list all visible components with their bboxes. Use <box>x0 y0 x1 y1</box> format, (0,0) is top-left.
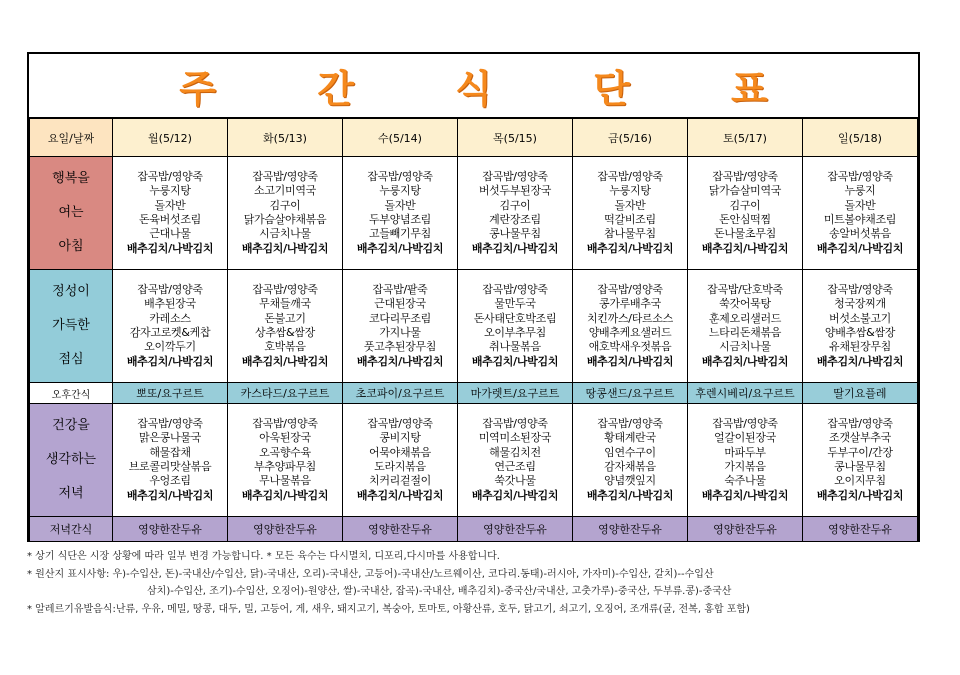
menu-item: 김구이 <box>499 198 531 212</box>
menu-cell <box>228 270 343 383</box>
menu-item: 쑥갓나물 <box>494 474 536 488</box>
day-header <box>803 119 918 157</box>
menu-cell <box>573 157 688 270</box>
menu-item: 오이부추무침 <box>484 326 546 339</box>
menu-item: 브로콜리맛살볶음 <box>128 460 212 473</box>
menu-item: 취나물볶음 <box>489 340 541 354</box>
menu-item: 배추김치/나박김치 <box>126 241 214 255</box>
menu-item: 소고기미역국 <box>254 184 316 198</box>
menu-item: 유채된장무침 <box>829 340 891 354</box>
menu-item: 무채들깨국 <box>259 297 311 311</box>
menu-item: 미트볼야채조림 <box>823 213 897 226</box>
menu-item: 송알버섯볶음 <box>829 227 891 241</box>
menu-cell <box>228 157 343 270</box>
snack-cell <box>688 383 803 404</box>
menu-item: 상추쌈&쌈장 <box>255 326 315 339</box>
menu-cell <box>688 157 803 270</box>
menu-item: 배추김치/나박김치 <box>241 488 329 502</box>
day-label: 수(5/14) <box>378 131 422 145</box>
snack-cell <box>803 383 918 404</box>
day-label: 토(5/17) <box>723 131 767 145</box>
menu-item: 감자고로켓&케찹 <box>129 326 211 339</box>
day-header <box>343 119 458 157</box>
menu-item: 떡갈비조림 <box>604 213 656 226</box>
menu-cell <box>803 157 918 270</box>
menu-table <box>29 118 918 542</box>
afternoon-snack-label <box>30 383 113 404</box>
snack-cell <box>458 383 573 404</box>
menu-item: 조갯살부추국 <box>829 431 891 445</box>
note-line: * 알레르기유발음식:난류, 우유, 메밀, 땅콩, 대두, 밀, 고등어, 게, 새우, 돼지고기, 복숭아, 토마토, 아황산류, 호두, 닭고기, 쇠고기, 오징어, 조개류(굴, 전복, 홍합 포함) <box>27 603 750 615</box>
menu-item: 잡곡밥/영양죽 <box>712 416 778 430</box>
menu-item: 잡곡밥/영양죽 <box>137 169 203 183</box>
day-label: 일(5/18) <box>838 131 882 145</box>
menu-item: 잡곡밥/영양죽 <box>827 416 893 430</box>
menu-item: 배추된장국 <box>144 297 196 311</box>
menu-item: 배추김치/나박김치 <box>701 354 789 368</box>
menu-item: 배추김치/나박김치 <box>356 488 444 502</box>
snack-item: 영양한잔두유 <box>598 523 662 536</box>
menu-cell <box>573 404 688 517</box>
menu-item: 느타리돈채볶음 <box>708 326 782 339</box>
snack-item: 영양한잔두유 <box>138 523 202 536</box>
menu-item: 누룽지탕 <box>379 184 421 198</box>
menu-item: 청국장찌개 <box>834 297 886 311</box>
menu-item: 연근조림 <box>494 460 536 473</box>
header-corner <box>30 119 113 157</box>
menu-item: 버섯두부된장국 <box>478 184 552 198</box>
snack-cell <box>343 383 458 404</box>
menu-item: 배추김치/나박김치 <box>586 488 674 502</box>
snack-item: 영양한잔두유 <box>713 523 777 536</box>
menu-cell <box>343 270 458 383</box>
menu-item: 무나물볶음 <box>259 474 311 488</box>
menu-item: 황태계란국 <box>604 431 656 445</box>
menu-item: 콩나물무침 <box>834 460 886 473</box>
lunch-label <box>30 270 113 383</box>
menu-item: 아욱된장국 <box>259 431 311 445</box>
evening-snack-cell <box>573 517 688 542</box>
menu-item: 고들빼기무침 <box>369 227 431 241</box>
menu-item: 누룽지탕 <box>149 184 191 198</box>
menu-cell <box>573 270 688 383</box>
snack-item: 땅콩샌드/요구르트 <box>585 387 675 400</box>
menu-item: 근대나물 <box>149 227 191 241</box>
day-label: 목(5/15) <box>493 131 537 145</box>
menu-item: 김구이 <box>269 198 301 212</box>
menu-item: 도라지볶음 <box>374 460 426 473</box>
menu-item: 두부구이/간장 <box>827 445 893 459</box>
menu-cell <box>458 157 573 270</box>
menu-item: 닭가슴살미역국 <box>708 184 782 198</box>
breakfast-label <box>30 157 113 270</box>
menu-cell <box>688 404 803 517</box>
evening-snack-cell <box>688 517 803 542</box>
menu-item: 버섯소불고기 <box>829 311 891 325</box>
evening-snack-cell <box>113 517 228 542</box>
snack-item: 영양한잔두유 <box>828 523 892 536</box>
note-line: 삼치)-수입산, 조기)-수입산, 오징어)-원양산, 쌀)-국내산, 잡곡)-국내산, 배추김치)-중국산/국내산, 고춧가루)-중국산, 두부류.콩)-중국산 <box>147 586 732 597</box>
menu-item: 가지나물 <box>379 326 421 339</box>
menu-cell <box>803 270 918 383</box>
menu-item: 오곡향수육 <box>259 445 311 459</box>
meal-label-line: 아침 <box>58 239 84 254</box>
menu-item: 계란장조림 <box>489 213 541 226</box>
evening-snack-cell <box>343 517 458 542</box>
menu-item: 해물김치전 <box>489 445 541 459</box>
note-line: * 상기 식단은 시장 상황에 따라 일부 변경 가능합니다. * 모든 육수는 다시멸치, 디포리,다시마를 사용합니다. <box>27 551 500 562</box>
menu-item: 두부양념조림 <box>369 213 431 226</box>
day-label: 화(5/13) <box>263 131 307 145</box>
menu-item: 잡곡밥/영양죽 <box>827 169 893 183</box>
menu-item: 배추김치/나박김치 <box>471 241 559 255</box>
menu-item: 돈육버섯조림 <box>139 213 201 226</box>
menu-item: 잡곡밥/영양죽 <box>597 169 663 183</box>
snack-label-text: 오후간식 <box>51 389 91 401</box>
menu-item: 얼갈이된장국 <box>714 431 776 445</box>
menu-item: 김구이 <box>729 198 761 212</box>
menu-item: 콩나물무침 <box>489 227 541 241</box>
menu-item: 호박볶음 <box>264 340 306 354</box>
meal-label-line: 생각하는 <box>45 452 97 467</box>
menu-item: 잡곡밥/영양죽 <box>252 169 318 183</box>
menu-cell <box>458 404 573 517</box>
menu-item: 양배추케요샐러드 <box>588 326 672 339</box>
snack-item: 영양한잔두유 <box>483 523 547 536</box>
menu-item: 배추김치/나박김치 <box>126 354 214 368</box>
menu-item: 돈안심떡찜 <box>719 213 771 226</box>
meal-label-line: 행복을 <box>52 171 90 186</box>
menu-item: 우엉조림 <box>149 474 191 488</box>
menu-item: 치커리겉절이 <box>369 474 431 488</box>
menu-item: 어묵야채볶음 <box>369 445 431 459</box>
menu-item: 잡곡밥/영양죽 <box>367 169 433 183</box>
snack-item: 영양한잔두유 <box>368 523 432 536</box>
note-line: * 원산지 표시사항: 우)-수입산, 돈)-국내산/수입산, 닭)-국내산, 오리)-국내산, 고등어)-국내산/노르웨이산, 코다리.동태)-러시아, 가자미)-수입산, 갈치)--수입산 <box>27 568 714 580</box>
menu-item: 잡곡밥/영양죽 <box>252 416 318 430</box>
menu-item: 감자채볶음 <box>604 460 656 473</box>
meal-label-line: 건강을 <box>52 418 90 433</box>
menu-item: 배추김치/나박김치 <box>126 488 214 502</box>
day-header <box>228 119 343 157</box>
day-header <box>458 119 573 157</box>
menu-cell <box>343 404 458 517</box>
menu-item: 돈나물초무침 <box>714 227 776 241</box>
menu-item: 배추김치/나박김치 <box>471 488 559 502</box>
menu-item: 가지볶음 <box>724 460 766 473</box>
page-title <box>29 54 918 118</box>
menu-item: 배추김치/나박김치 <box>586 354 674 368</box>
menu-item: 훈제오리샐러드 <box>708 311 782 325</box>
menu-item: 잡곡밥/영양죽 <box>137 282 203 296</box>
snack-cell <box>573 383 688 404</box>
menu-item: 닭가슴살야채볶음 <box>243 213 327 226</box>
day-header <box>688 119 803 157</box>
snack-item: 카스타드/요구르트 <box>240 387 330 400</box>
menu-item: 콩가루배추국 <box>599 297 661 311</box>
menu-item: 양배추쌈&쌈장 <box>824 326 896 339</box>
menu-item: 양념깻잎지 <box>604 474 656 488</box>
evening-snack-cell <box>228 517 343 542</box>
evening-snack-label <box>30 517 113 542</box>
snack-item: 영양한잔두유 <box>253 523 317 536</box>
menu-item: 배추김치/나박김치 <box>586 241 674 255</box>
menu-item: 잡곡밥/단호박죽 <box>707 282 783 296</box>
menu-item: 콩비지탕 <box>379 431 421 445</box>
menu-item: 해물잡채 <box>149 445 191 459</box>
menu-item: 물만두국 <box>494 297 536 311</box>
menu-cell <box>458 270 573 383</box>
menu-item: 돌자반 <box>154 198 186 212</box>
menu-cell <box>113 404 228 517</box>
day-header <box>573 119 688 157</box>
menu-item: 누룽지 <box>844 184 876 198</box>
menu-item: 배추김치/나박김치 <box>816 354 904 368</box>
menu-item: 맑은콩나물국 <box>139 431 201 445</box>
menu-item: 숙주나물 <box>724 474 766 488</box>
menu-item: 잡곡밥/영양죽 <box>482 169 548 183</box>
menu-item: 시금치나물 <box>259 227 311 241</box>
menu-item: 잡곡밥/영양죽 <box>597 416 663 430</box>
menu-item: 돈불고기 <box>264 311 306 325</box>
menu-cell <box>688 270 803 383</box>
menu-item: 배추김치/나박김치 <box>701 241 789 255</box>
menu-item: 잡곡밥/영양죽 <box>482 282 548 296</box>
menu-item: 돌자반 <box>614 198 646 212</box>
menu-cell <box>113 157 228 270</box>
dinner-label <box>30 404 113 517</box>
meal-label-line: 점심 <box>58 352 84 367</box>
menu-item: 배추김치/나박김치 <box>471 354 559 368</box>
menu-item: 임연수구이 <box>604 445 656 459</box>
menu-cell <box>343 157 458 270</box>
menu-item: 잡곡밥/영양죽 <box>137 416 203 430</box>
menu-item: 배추김치/나박김치 <box>356 241 444 255</box>
menu-item: 배추김치/나박김치 <box>816 488 904 502</box>
weekly-menu-frame <box>27 52 920 542</box>
header-corner-label: 요일/날짜 <box>47 131 95 145</box>
menu-item: 마파두부 <box>724 445 766 459</box>
menu-item: 시금치나물 <box>719 340 771 354</box>
day-label: 금(5/16) <box>608 131 652 145</box>
menu-item: 미역미소된장국 <box>478 431 552 445</box>
menu-item: 잡곡밥/영양죽 <box>712 169 778 183</box>
snack-item: 마가렛트/요구르트 <box>470 387 560 400</box>
snack-item: 딸기요플레 <box>833 387 887 400</box>
menu-item: 오이지무침 <box>834 474 886 488</box>
menu-cell <box>803 404 918 517</box>
menu-item: 근대된장국 <box>374 297 426 311</box>
menu-item: 잡곡밥/팥죽 <box>372 282 428 296</box>
menu-cell <box>228 404 343 517</box>
menu-item: 배추김치/나박김치 <box>241 241 329 255</box>
meal-label-line: 정성이 <box>52 284 90 299</box>
menu-item: 코다리무조림 <box>369 311 431 325</box>
menu-item: 잡곡밥/영양죽 <box>597 282 663 296</box>
menu-item: 잡곡밥/영양죽 <box>367 416 433 430</box>
menu-item: 쑥갓어묵탕 <box>719 297 771 311</box>
menu-item: 돌자반 <box>384 198 416 212</box>
menu-item: 오이깍두기 <box>144 340 196 354</box>
evening-snack-cell <box>458 517 573 542</box>
day-header <box>113 119 228 157</box>
menu-item: 배추김치/나박김치 <box>356 354 444 368</box>
menu-item: 참나물무침 <box>604 227 656 241</box>
menu-item: 치킨까스/타르소스 <box>586 311 673 325</box>
meal-label-line: 여는 <box>58 205 84 220</box>
day-label: 월(5/12) <box>148 131 192 145</box>
snack-item: 뽀또/요구르트 <box>136 387 204 400</box>
snack-cell <box>228 383 343 404</box>
menu-item: 배추김치/나박김치 <box>241 354 329 368</box>
menu-item: 배추김치/나박김치 <box>816 241 904 255</box>
evening-snack-cell <box>803 517 918 542</box>
menu-item: 잡곡밥/영양죽 <box>252 282 318 296</box>
notes-section <box>27 548 927 618</box>
title-text: 주 간 식 단 표 <box>179 66 812 111</box>
lunch-row <box>30 270 918 383</box>
menu-item: 돈사태단호박조림 <box>473 311 557 325</box>
menu-item: 부추양파무침 <box>254 460 316 473</box>
snack-cell <box>113 383 228 404</box>
menu-item: 배추김치/나박김치 <box>701 488 789 502</box>
breakfast-row <box>30 157 918 270</box>
menu-item: 잡곡밥/영양죽 <box>482 416 548 430</box>
menu-item: 누룽지탕 <box>609 184 651 198</box>
menu-cell <box>113 270 228 383</box>
snack-label-text: 저녁간식 <box>49 523 93 536</box>
dinner-row <box>30 404 918 517</box>
meal-label-line: 가득한 <box>52 318 90 333</box>
menu-item: 풋고추된장무침 <box>363 340 437 354</box>
menu-item: 애호박새우젓볶음 <box>588 340 672 354</box>
menu-item: 잡곡밥/영양죽 <box>827 282 893 296</box>
menu-item: 카레소스 <box>149 311 191 325</box>
snack-item: 후렌시베리/요구르트 <box>695 387 795 400</box>
snack-item: 초코파이/요구르트 <box>355 387 445 400</box>
menu-item: 돌자반 <box>844 198 876 212</box>
meal-label-line: 저녁 <box>58 486 84 501</box>
